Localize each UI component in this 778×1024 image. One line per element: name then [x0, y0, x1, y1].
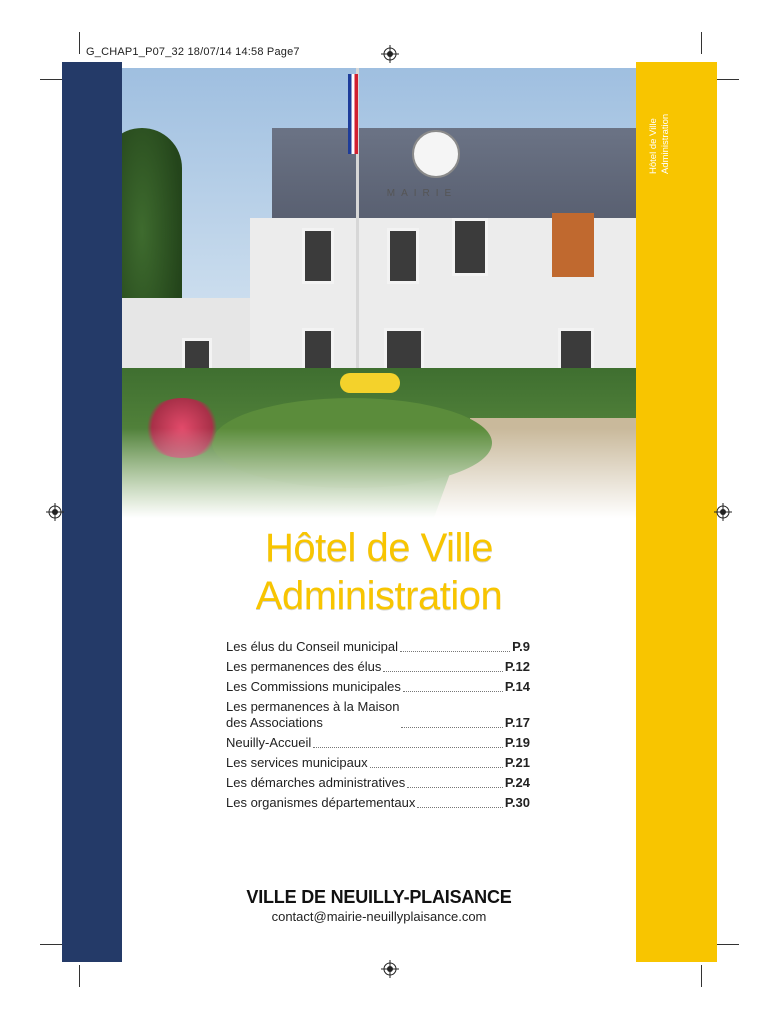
crop-mark-icon [701, 965, 702, 987]
photo-window [452, 218, 488, 276]
toc-item[interactable] [226, 699, 530, 731]
toc-leader [400, 651, 510, 652]
toc-item[interactable] [226, 795, 530, 811]
town-hall-photo [122, 68, 636, 518]
registration-mark-icon [46, 503, 64, 521]
vertical-label-line1: Hôtel de Ville [648, 118, 659, 174]
vertical-label-line2: Administration [660, 113, 671, 174]
toc-leader [407, 787, 503, 788]
toc-page: P.9 [512, 639, 530, 654]
page-title [122, 524, 636, 620]
toc-page: P.24 [504, 775, 530, 790]
photo-window [387, 228, 419, 284]
toc-label: Les démarches administratives [226, 775, 406, 790]
toc-leader [403, 691, 503, 692]
clock-icon [412, 130, 460, 178]
crop-mark-icon [79, 32, 80, 54]
toc-label-line1: Les permanences à la Maison [226, 699, 400, 714]
toc-label: Les organismes départementaux [226, 795, 416, 810]
registration-mark-icon [381, 960, 399, 978]
crop-mark-icon [701, 32, 702, 54]
toc-label: Les permanences des élus [226, 659, 382, 674]
toc-leader [370, 767, 503, 768]
navy-side-band [62, 62, 122, 962]
toc-item[interactable] [226, 755, 530, 771]
toc-item[interactable] [226, 639, 530, 655]
toc-page: P.14 [504, 679, 530, 694]
title-line2: Administration [255, 574, 503, 618]
crop-mark-icon [79, 965, 80, 987]
flag [348, 74, 358, 154]
toc-item[interactable] [226, 775, 530, 791]
toc-leader [401, 727, 502, 728]
toc-leader [417, 807, 503, 808]
crop-mark-icon [717, 944, 739, 945]
photo-fade [122, 428, 636, 518]
contact-email-link[interactable]: contact@mairie-neuillyplaisance.com [271, 909, 487, 924]
crop-mark-icon [40, 79, 62, 80]
town-name: VILLE DE NEUILLY-PLAISANCE [246, 887, 512, 907]
crop-mark-icon [717, 79, 739, 80]
toc-page: P.17 [504, 715, 530, 730]
toc-page: P.30 [504, 795, 530, 810]
printer-slug: G_CHAP1_P07_32 18/07/14 14:58 Page7 [86, 46, 300, 58]
photo-flowers-yellow [340, 373, 400, 393]
vertical-section-label [648, 90, 690, 180]
title-line1: Hôtel de Ville [265, 526, 493, 570]
toc-leader [313, 747, 503, 748]
toc-page: P.19 [504, 735, 530, 750]
toc-label: Neuilly-Accueil [226, 735, 312, 750]
toc-label: Les services municipaux [226, 755, 368, 770]
registration-mark-icon [381, 45, 399, 63]
toc-label: Les Commissions municipales [226, 679, 401, 694]
toc-leader [383, 671, 503, 672]
toc-item[interactable] [226, 735, 530, 751]
photo-shutter [552, 213, 594, 277]
toc-label [226, 699, 399, 731]
table-of-contents [226, 639, 530, 815]
yellow-side-band [636, 62, 717, 962]
registration-mark-icon [714, 503, 732, 521]
toc-item[interactable] [226, 659, 530, 675]
mairie-sign: MAIRIE [386, 188, 458, 199]
crop-mark-icon [40, 944, 62, 945]
toc-item[interactable] [226, 679, 530, 695]
photo-window [302, 228, 334, 284]
toc-page: P.21 [504, 755, 530, 770]
toc-label: Les élus du Conseil municipal [226, 639, 398, 654]
toc-label-line2: des Associations [226, 715, 323, 730]
toc-page: P.12 [504, 659, 530, 674]
